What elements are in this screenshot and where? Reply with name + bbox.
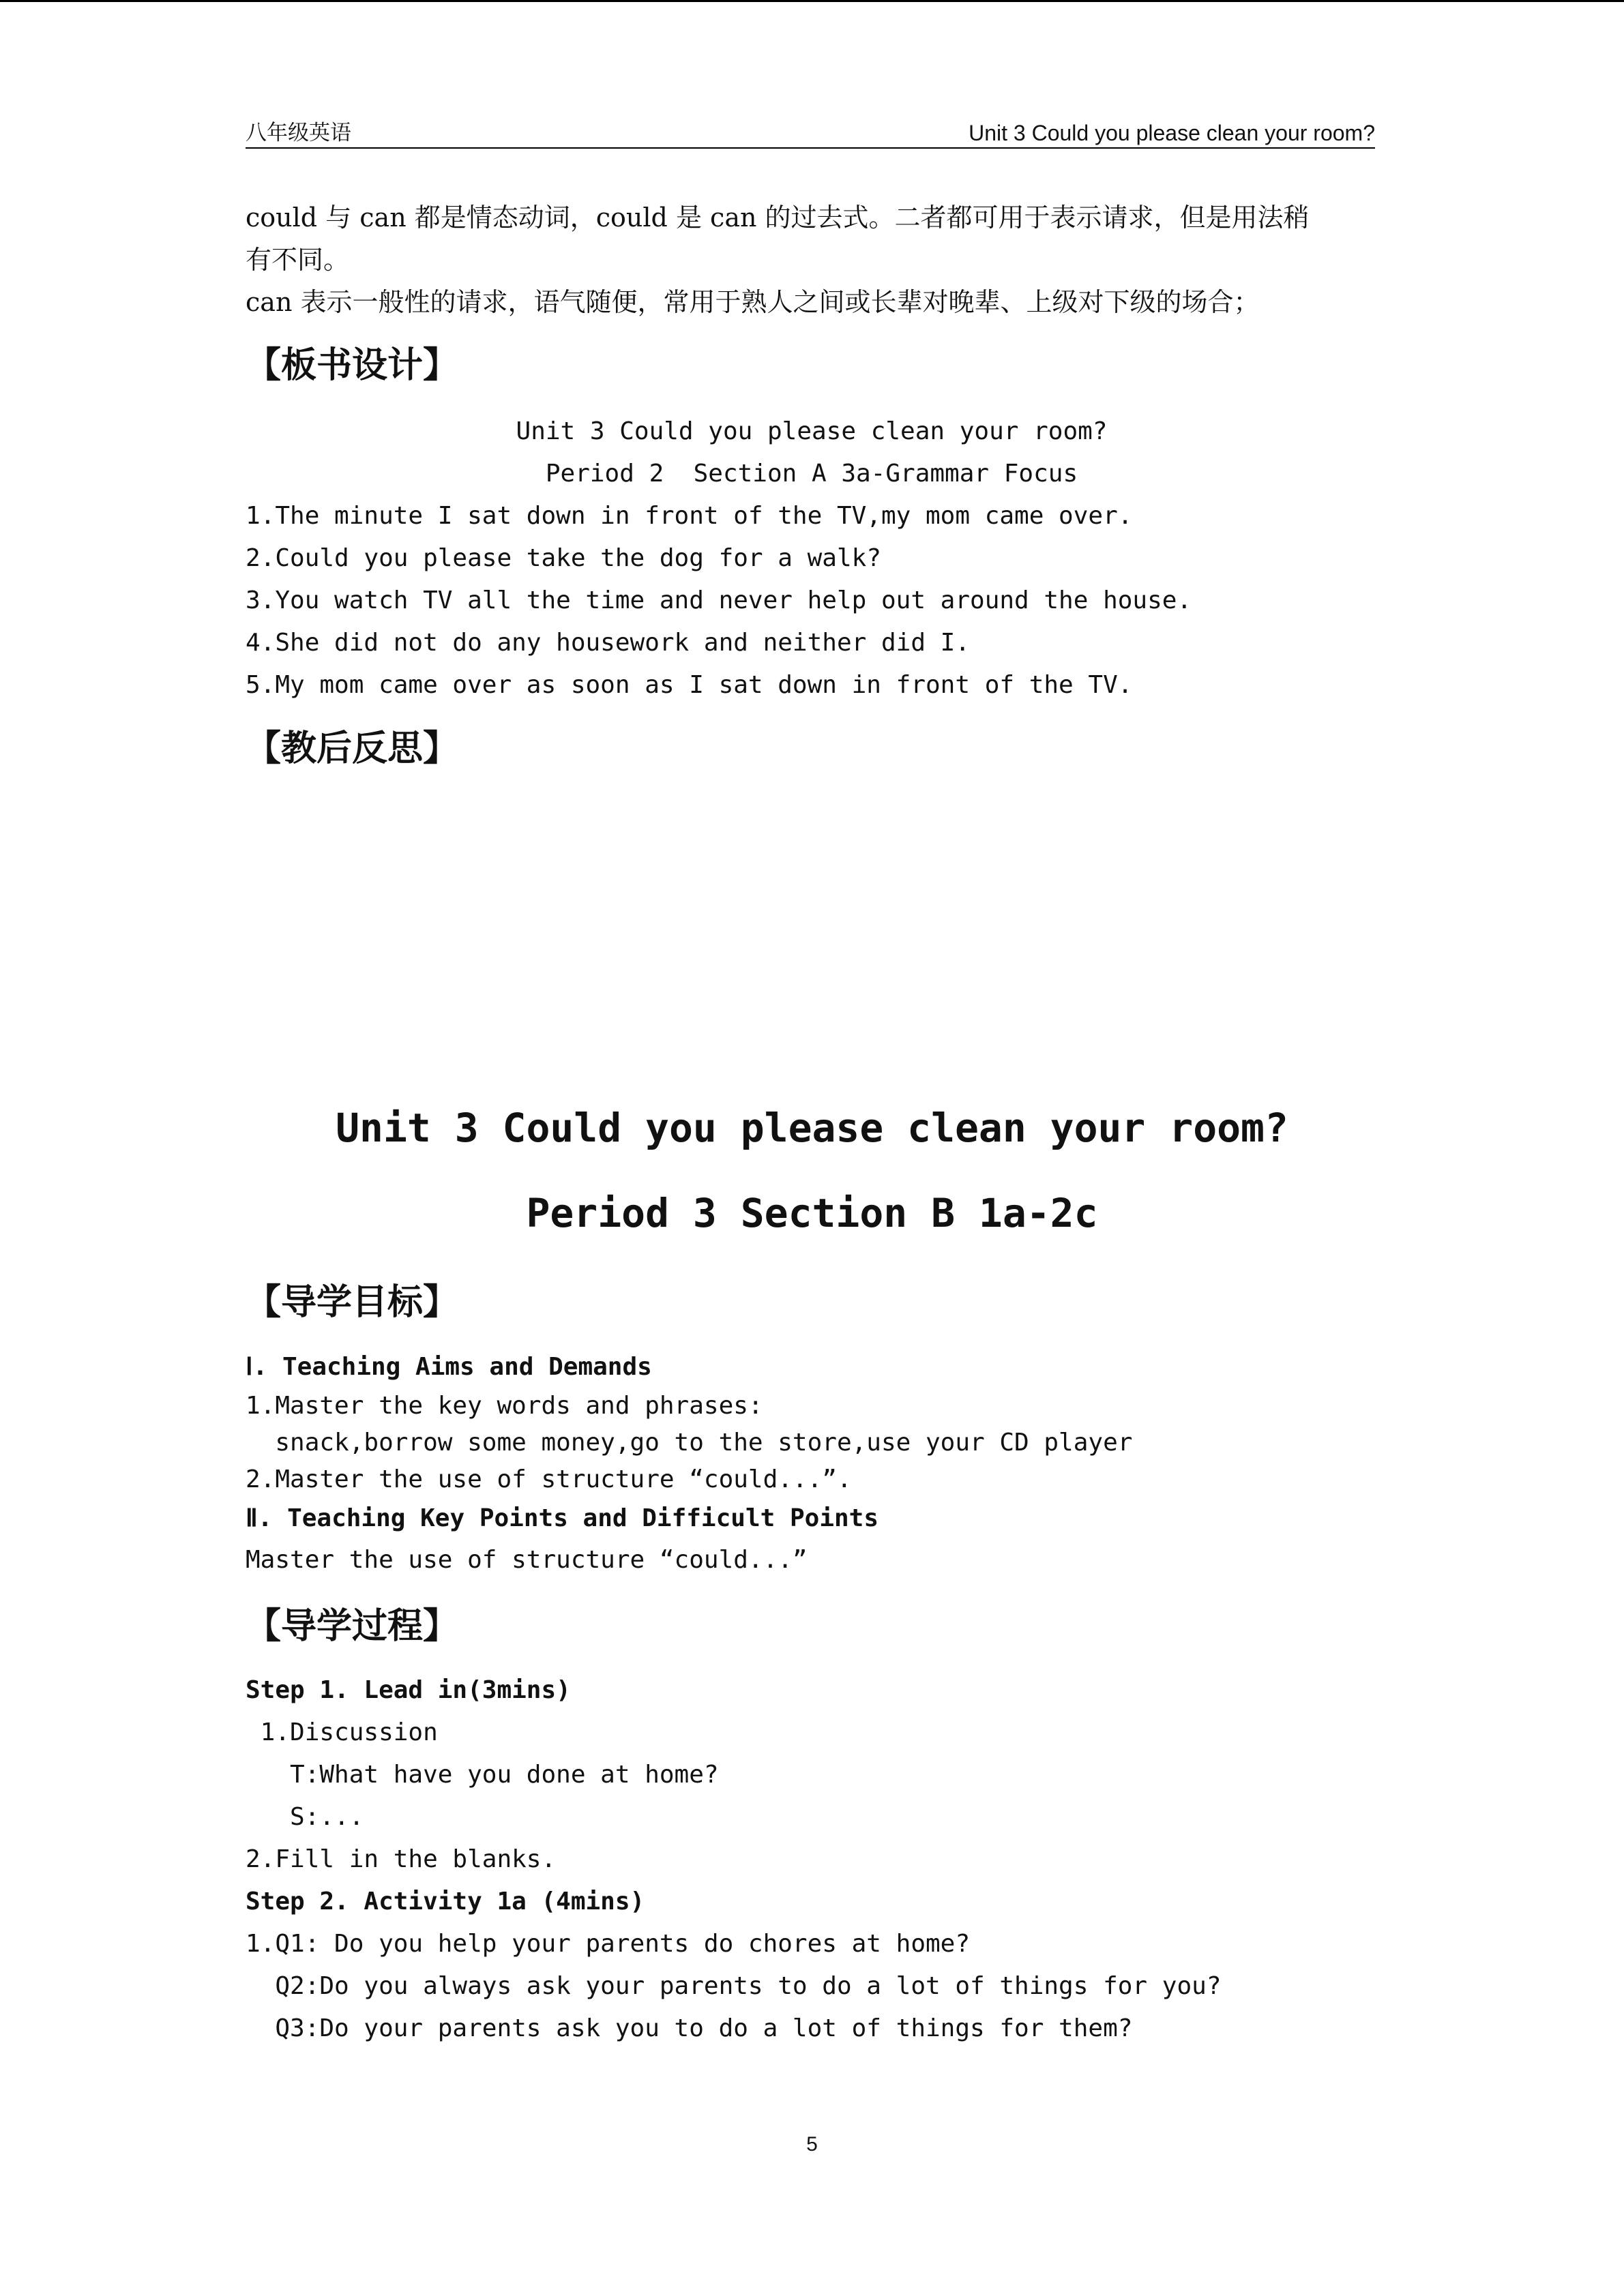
process-content: [246, 1669, 1378, 2050]
intro-line-3: can 表示一般性的请求，语气随便，常用于熟人之间或长辈对晚辈、上级对下级的场合；: [246, 287, 1260, 317]
board-item-5: 5.My mom came over as soon as I sat down in front of the TV.: [246, 671, 1133, 699]
board-design-heading: 【板书设计】: [246, 345, 459, 386]
question-2: Q2:Do you always ask your parents to do a lot of things for you?: [246, 1972, 1222, 2000]
aims-item-1: 1.Master the key words and phrases:: [246, 1392, 763, 1420]
aims-content: [246, 1347, 1378, 1581]
board-content: [246, 411, 1378, 706]
step-1: Step 1. Lead in(3mins): [246, 1676, 571, 1704]
step-1-teacher: T:What have you done at home?: [246, 1761, 719, 1789]
reflection-section: [246, 721, 1378, 776]
board-item-2: 2.Could you please take the dog for a walk?: [246, 544, 881, 572]
step-2: Step 2. Activity 1a (4mins): [246, 1888, 645, 1915]
step-1-student: S:...: [246, 1803, 364, 1831]
unit-title: Unit 3 Could you please clean your room?: [336, 1105, 1288, 1151]
page-header: [246, 117, 1375, 149]
aims-item-2: 2.Master the use of structure “could...”.: [246, 1465, 852, 1493]
header-subject: 八年级英语: [246, 121, 351, 145]
intro-section: [246, 196, 1378, 323]
aims-section-2: Ⅱ. Teaching Key Points and Difficult Points: [246, 1504, 879, 1532]
aims-heading: 【导学目标】: [246, 1282, 459, 1323]
step-1-fill-blanks: 2.Fill in the blanks.: [246, 1845, 557, 1873]
board-period: Period 2 Section A 3a-Grammar Focus: [545, 460, 1078, 488]
page-number: 5: [806, 2133, 818, 2156]
aims-section-1: Ⅰ. Teaching Aims and Demands: [246, 1353, 652, 1381]
key-point: Master the use of structure “could...”: [246, 1546, 808, 1574]
board-design-section: [246, 338, 1378, 393]
board-title: Unit 3 Could you please clean your room?: [516, 417, 1108, 445]
step-1-discussion: 1.Discussion: [246, 1718, 438, 1746]
question-1: 1.Q1: Do you help your parents do chores at home?: [246, 1930, 971, 1958]
board-item-1: 1.The minute I sat down in front of the TV,my mom came over.: [246, 502, 1133, 530]
process-section: [246, 1599, 1378, 1654]
question-3: Q3:Do your parents ask you to do a lot of things for them?: [246, 2014, 1133, 2042]
period-title: Period 3 Section B 1a-2c: [526, 1190, 1098, 1236]
board-item-4: 4.She did not do any housework and neither did I.: [246, 629, 971, 657]
reflection-heading: 【教后反思】: [246, 728, 459, 769]
process-heading: 【导学过程】: [246, 1606, 459, 1647]
intro-line-2: 有不同。: [246, 245, 350, 275]
aims-section: [246, 1275, 1378, 1330]
board-item-3: 3.You watch TV all the time and never help out around the house.: [246, 586, 1192, 614]
aims-item-1-words: snack,borrow some money,go to the store,use your CD player: [246, 1429, 1133, 1457]
header-unit-title: Unit 3 Could you please clean your room?: [969, 121, 1375, 145]
intro-line-1: could 与 can 都是情态动词，could 是 can 的过去式。二者都可用于表示请求，但是用法稍: [246, 203, 1310, 233]
